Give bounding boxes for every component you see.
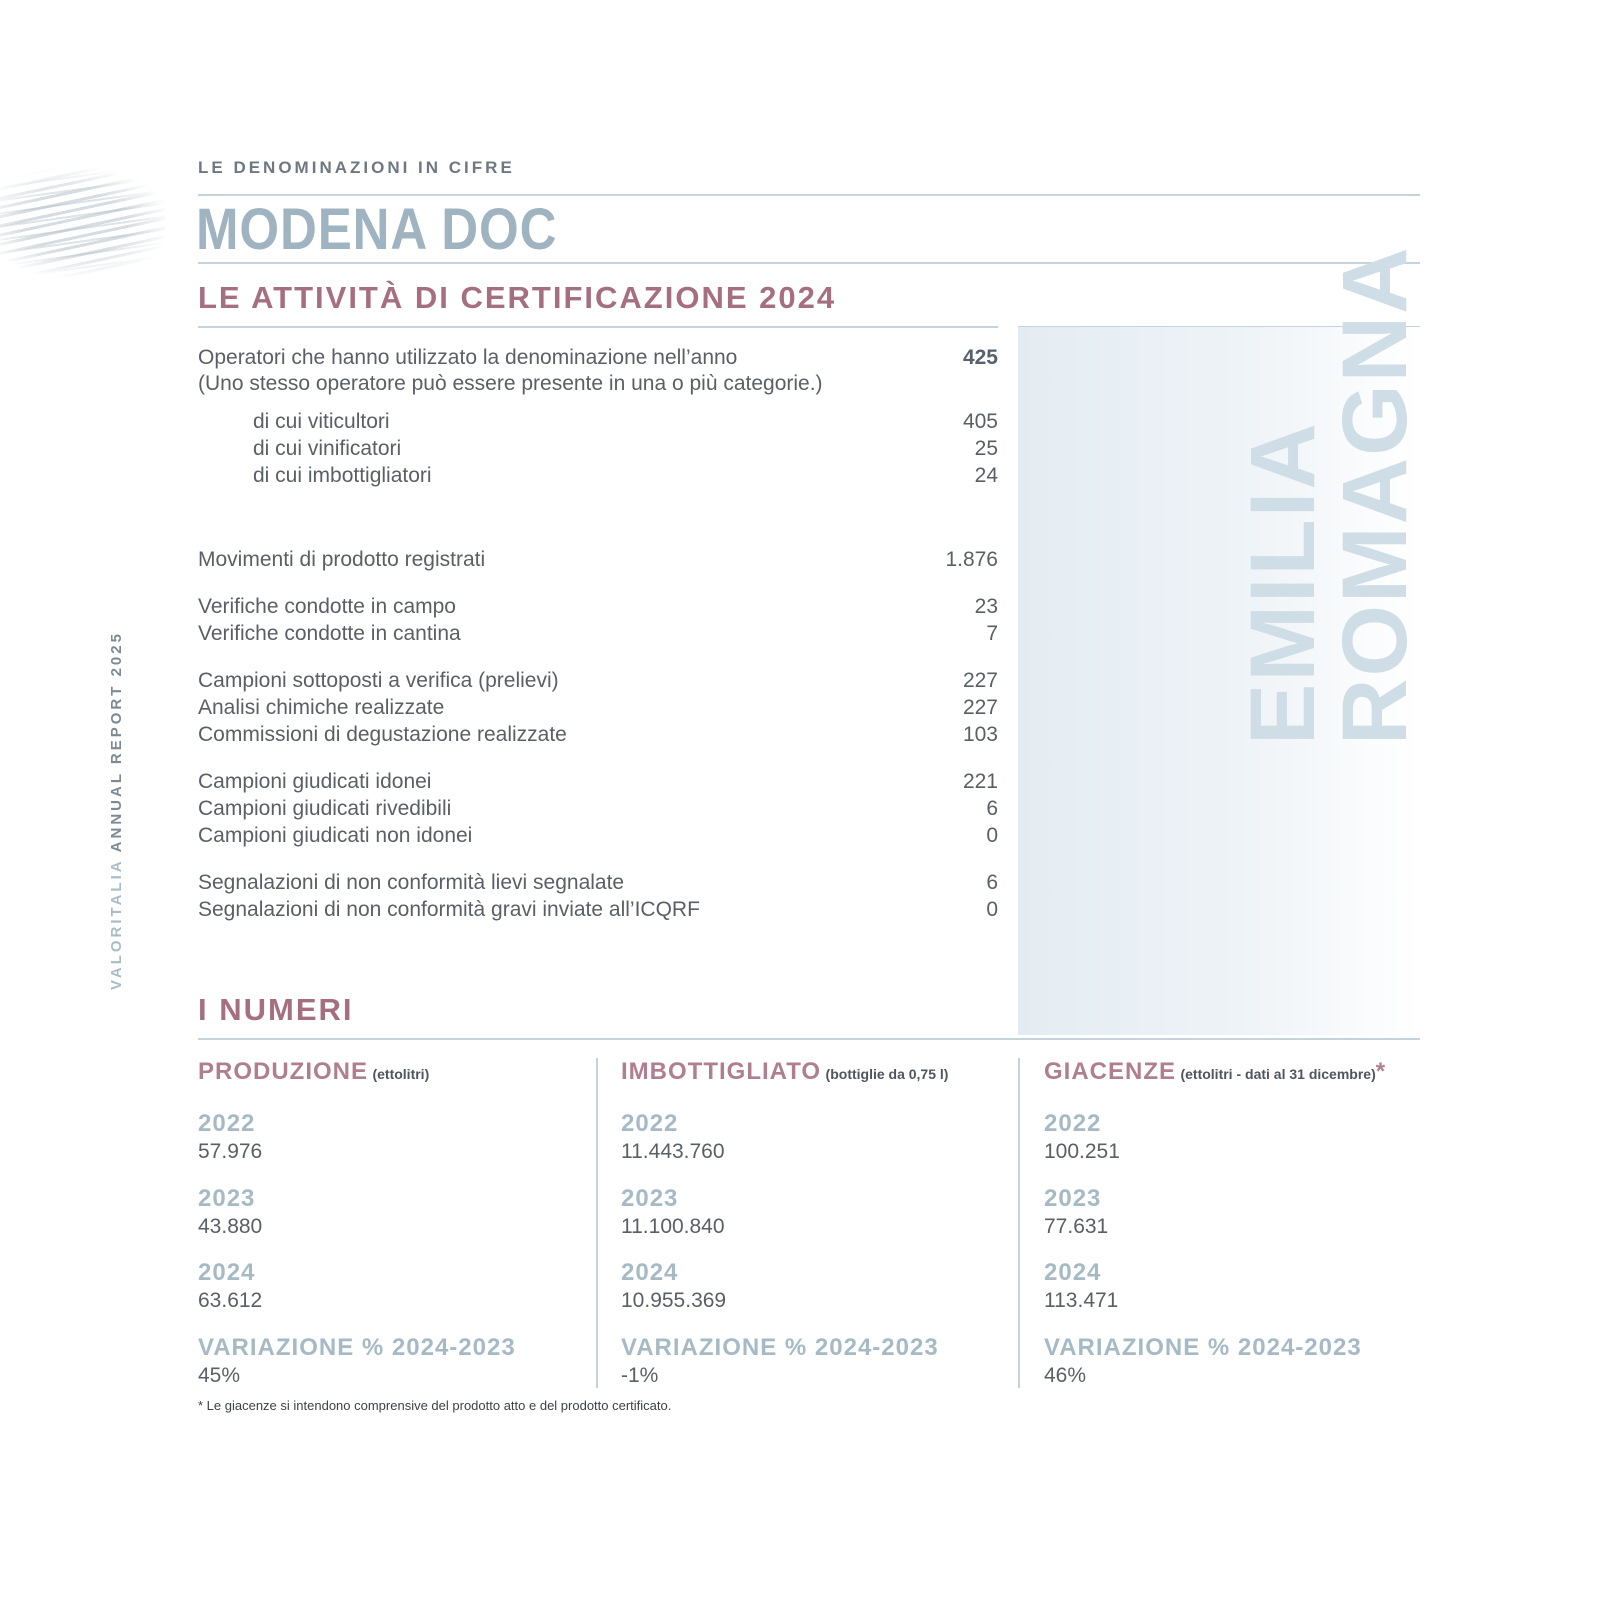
section-kicker: LE DENOMINAZIONI IN CIFRE bbox=[198, 158, 515, 177]
row-label: Commissioni di degustazione realizzate bbox=[198, 723, 567, 746]
row-label: Movimenti di prodotto registrati bbox=[198, 548, 486, 571]
row-value: 227 bbox=[962, 696, 998, 719]
year-value: 113.471 bbox=[1044, 1289, 1119, 1312]
column-title: GIACENZE bbox=[1044, 1058, 1177, 1085]
row-value: 6 bbox=[986, 797, 998, 820]
row-label: Segnalazioni di non conformità gravi inviate all’ICQRF bbox=[198, 898, 700, 921]
variation-label: VARIAZIONE % 2024-2023 bbox=[621, 1334, 939, 1361]
variation-value: -1% bbox=[621, 1364, 659, 1387]
column-header bbox=[621, 1058, 948, 1086]
column-unit: (ettolitri - dati al 31 dicembre) bbox=[1180, 1066, 1376, 1082]
list-item bbox=[198, 896, 998, 924]
list-item bbox=[198, 462, 998, 490]
row-value: 6 bbox=[986, 871, 998, 894]
operators-note-row bbox=[198, 370, 998, 398]
operators-note: (Uno stesso operatore può essere presente in una o più categorie.) bbox=[198, 372, 823, 395]
divider bbox=[198, 1038, 1420, 1040]
year-value: 10.955.369 bbox=[621, 1289, 727, 1312]
year-value: 11.100.840 bbox=[621, 1215, 725, 1238]
page-title: MODENA DOC bbox=[196, 197, 558, 262]
row-value: 25 bbox=[974, 437, 998, 460]
row-value: 1.876 bbox=[945, 548, 998, 571]
operators-label: Operatori che hanno utilizzato la denominazione nell’anno bbox=[198, 346, 738, 369]
list-item bbox=[198, 593, 998, 621]
year-value: 57.976 bbox=[198, 1140, 263, 1163]
row-value: 221 bbox=[962, 770, 998, 793]
year-label: 2023 bbox=[1044, 1185, 1102, 1212]
year-value: 11.443.760 bbox=[621, 1140, 725, 1163]
row-label: Segnalazioni di non conformità lievi segnalate bbox=[198, 871, 625, 894]
column-header bbox=[198, 1058, 429, 1086]
year-value: 43.880 bbox=[198, 1215, 263, 1238]
list-item bbox=[198, 721, 998, 749]
numbers-heading: I NUMERI bbox=[198, 992, 354, 1027]
column-unit: (bottiglie da 0,75 l) bbox=[825, 1066, 949, 1082]
variation-label: VARIAZIONE % 2024-2023 bbox=[1044, 1334, 1362, 1361]
row-label: Campioni giudicati idonei bbox=[198, 770, 432, 793]
year-label: 2023 bbox=[621, 1185, 679, 1212]
row-value: 0 bbox=[986, 898, 998, 921]
column-title: PRODUZIONE bbox=[198, 1058, 369, 1085]
column-header bbox=[1044, 1058, 1385, 1086]
row-label: di cui imbottigliatori bbox=[253, 464, 432, 487]
row-label: Campioni sottoposti a verifica (prelievi) bbox=[198, 669, 559, 692]
list-item bbox=[198, 822, 998, 850]
row-label: di cui vinificatori bbox=[253, 437, 402, 460]
operators-row bbox=[198, 344, 998, 372]
list-item bbox=[198, 667, 998, 695]
row-label: Analisi chimiche realizzate bbox=[198, 696, 445, 719]
divider bbox=[198, 326, 998, 328]
year-label: 2024 bbox=[1044, 1259, 1102, 1286]
column-unit: (ettolitri) bbox=[372, 1066, 430, 1082]
variation-value: 46% bbox=[1044, 1364, 1087, 1387]
year-label: 2024 bbox=[198, 1259, 256, 1286]
variation-label: VARIAZIONE % 2024-2023 bbox=[198, 1334, 516, 1361]
year-label: 2022 bbox=[1044, 1110, 1102, 1137]
certification-heading: LE ATTIVITÀ DI CERTIFICAZIONE 2024 bbox=[198, 280, 837, 315]
year-value: 100.251 bbox=[1044, 1140, 1120, 1163]
list-item bbox=[198, 435, 998, 463]
region-line-1: EMILIA bbox=[1232, 421, 1334, 745]
row-value: 103 bbox=[962, 723, 998, 746]
year-label: 2023 bbox=[198, 1185, 256, 1212]
row-value: 405 bbox=[962, 410, 998, 433]
side-label-brand: VALORITALIA bbox=[108, 858, 125, 990]
year-label: 2024 bbox=[621, 1259, 679, 1286]
row-value: 7 bbox=[986, 622, 998, 645]
side-label-rest: ANNUAL REPORT 2025 bbox=[108, 631, 125, 853]
footnote: * Le giacenze si intendono comprensive del prodotto atto e del prodotto certificato. bbox=[198, 1398, 672, 1413]
list-item bbox=[198, 408, 998, 436]
row-label: Campioni giudicati non idonei bbox=[198, 824, 473, 847]
list-item bbox=[198, 694, 998, 722]
row-value: 227 bbox=[962, 669, 998, 692]
year-value: 77.631 bbox=[1044, 1215, 1109, 1238]
side-report-label bbox=[108, 631, 125, 990]
brush-stroke-decoration bbox=[0, 160, 165, 285]
list-item bbox=[198, 869, 998, 897]
region-line-2: ROMAGNA bbox=[1324, 245, 1426, 745]
variation-value: 45% bbox=[198, 1364, 241, 1387]
row-label: Campioni giudicati rivedibili bbox=[198, 797, 452, 820]
list-item bbox=[198, 768, 998, 796]
year-label: 2022 bbox=[198, 1110, 256, 1137]
operators-value: 425 bbox=[962, 346, 998, 369]
row-label: Verifiche condotte in campo bbox=[198, 595, 456, 618]
row-value: 23 bbox=[974, 595, 998, 618]
row-label: di cui viticultori bbox=[253, 410, 390, 433]
row-value: 24 bbox=[974, 464, 998, 487]
row-value: 0 bbox=[986, 824, 998, 847]
list-item bbox=[198, 546, 998, 574]
list-item bbox=[198, 795, 998, 823]
list-item bbox=[198, 620, 998, 648]
column-divider bbox=[596, 1058, 598, 1388]
column-title: IMBOTTIGLIATO bbox=[621, 1058, 822, 1085]
footnote-marker: * bbox=[1375, 1058, 1386, 1085]
year-label: 2022 bbox=[621, 1110, 679, 1137]
year-value: 63.612 bbox=[198, 1289, 263, 1312]
column-divider bbox=[1018, 1058, 1020, 1388]
row-label: Verifiche condotte in cantina bbox=[198, 622, 461, 645]
